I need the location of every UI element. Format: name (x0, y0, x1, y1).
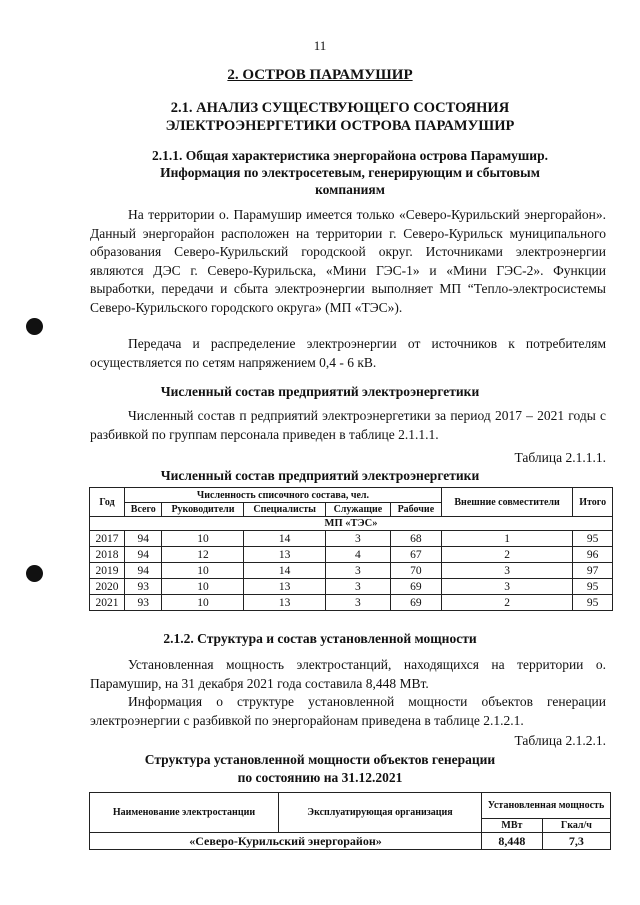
table1-label: Таблица 2.1.1.1. (514, 450, 606, 465)
col-operator: Эксплуатирующая организация (279, 793, 482, 833)
subsubsection-title (110, 147, 590, 198)
col-managers: Руководители (162, 503, 244, 517)
cell-managers: 10 (162, 595, 244, 611)
cell-external: 2 (441, 547, 573, 563)
cell-specialists: 14 (244, 531, 325, 547)
subsubsection-title-line-2: Информация по электросетевым, генерирующим и сбытовым (160, 165, 540, 180)
cell-all: 94 (125, 563, 162, 579)
table1-title: Численный состав предприятий электроэнергетики (160, 468, 480, 483)
col-plant-name: Наименование электростанции (90, 793, 279, 833)
company-row: МП «ТЭС» (90, 517, 613, 531)
region-name: «Северо-Курильский энергорайон» (90, 833, 482, 850)
paragraph-staff: Численный состав п редприятий электроэнергетики за период 2017 – 2021 годы с разбивкой по группам персонала приведен в таблице 2.1.1.1. (90, 408, 606, 442)
col-external: Внешние совместители (441, 488, 573, 517)
region-gcal: 7,3 (542, 833, 610, 850)
cell-workers: 70 (390, 563, 441, 579)
punch-hole (26, 565, 43, 582)
col-sum: Итого (573, 488, 613, 517)
cell-sum: 95 (573, 579, 613, 595)
cell-external: 1 (441, 531, 573, 547)
staff-heading: Численный состав предприятий электроэнергетики (160, 384, 480, 399)
table-row (90, 595, 613, 611)
cell-workers: 68 (390, 531, 441, 547)
subsection-title (90, 99, 590, 135)
paragraph-capacity: Установленная мощность электростанций, находящихся на территории о. Парамушир, на 31 декабря 2021 года составила 8,448 МВт. (90, 657, 606, 691)
cell-managers: 10 (162, 579, 244, 595)
paragraph-territory: На территории о. Парамушир имеется только «Северо-Курильский энергорайон». Данный энергорайон расположен на территории г. Северо-Курильск муниципального образования Северо-Курильский городскоой округ. Источниками электроэнергии являются ДЭС г. Северо-Курильска, «Мини ГЭС-1» и «Мини ГЭС-2». Функции выработки, передачи и сбыта электроэнергии выполняет МП “Тепло-электросистемы Северо-Курильского городского округа» (МП «ТЭС»). (90, 207, 606, 315)
region-mw: 8,448 (482, 833, 543, 850)
cell-managers: 10 (162, 531, 244, 547)
subsubsection-title-line-3: компаниям (315, 182, 385, 197)
subsubsection-title-line-1: 2.1.1. Общая характеристика энергорайона острова Парамушир. (152, 148, 548, 163)
cell-year: 2019 (90, 563, 125, 579)
cell-all: 93 (125, 595, 162, 611)
cell-year: 2020 (90, 579, 125, 595)
cell-workers: 69 (390, 595, 441, 611)
cell-all: 93 (125, 579, 162, 595)
cell-workers: 69 (390, 579, 441, 595)
cell-all: 94 (125, 547, 162, 563)
col-workers: Рабочие (390, 503, 441, 517)
table2-label: Таблица 2.1.2.1. (514, 733, 606, 748)
cell-sum: 96 (573, 547, 613, 563)
cell-managers: 10 (162, 563, 244, 579)
cell-employees: 3 (325, 579, 390, 595)
cell-employees: 3 (325, 595, 390, 611)
punch-hole (26, 318, 43, 335)
col-group: Численность списочного состава, чел. (125, 488, 442, 503)
cell-external: 2 (441, 595, 573, 611)
col-year: Год (90, 488, 125, 517)
table-row (90, 563, 613, 579)
table-row (90, 547, 613, 563)
paragraph-transmission: Передача и распределение электроэнергии от источников к потребителям осуществляется по сетям напряжением 0,4 - 6 кВ. (90, 336, 606, 370)
section-title: 2. ОСТРОВ ПАРАМУШИР (227, 67, 413, 83)
col-mw: МВт (482, 819, 543, 833)
capacity-table (89, 792, 611, 850)
capacity-heading: 2.1.2. Структура и состав установленной мощности (163, 631, 477, 646)
cell-specialists: 13 (244, 579, 325, 595)
cell-employees: 3 (325, 531, 390, 547)
cell-employees: 3 (325, 563, 390, 579)
subsection-title-line-1: 2.1. АНАЛИЗ СУЩЕСТВУЮЩЕГО СОСТОЯНИЯ (170, 100, 510, 116)
staff-table (89, 487, 613, 611)
table-row (90, 531, 613, 547)
table2-title-line-2: по состоянию на 31.12.2021 (237, 770, 403, 785)
paragraph-capacity-info: Информация о структуре установленной мощности объектов генерации электроэнергии с разбивкой по энергорайонам приведена в таблице 2.1.2.1. (90, 694, 606, 728)
col-specialists: Специалисты (244, 503, 325, 517)
cell-year: 2018 (90, 547, 125, 563)
cell-sum: 95 (573, 595, 613, 611)
subsection-title-line-2: ЭЛЕКТРОЭНЕРГЕТИКИ ОСТРОВА ПАРАМУШИР (165, 118, 515, 134)
cell-specialists: 13 (244, 595, 325, 611)
cell-workers: 67 (390, 547, 441, 563)
col-gcal: Гкал/ч (542, 819, 610, 833)
cell-sum: 97 (573, 563, 613, 579)
table-row (90, 833, 611, 850)
cell-year: 2017 (90, 531, 125, 547)
table2-title-line-1: Структура установленной мощности объектов генерации (144, 752, 496, 767)
col-total-all: Всего (125, 503, 162, 517)
cell-specialists: 14 (244, 563, 325, 579)
col-capacity: Установленная мощность (482, 793, 611, 819)
page-number: 11 (313, 38, 327, 53)
cell-specialists: 13 (244, 547, 325, 563)
cell-external: 3 (441, 579, 573, 595)
cell-year: 2021 (90, 595, 125, 611)
cell-all: 94 (125, 531, 162, 547)
table2-title (0, 751, 640, 787)
col-employees: Служащие (325, 503, 390, 517)
table-row (90, 579, 613, 595)
cell-managers: 12 (162, 547, 244, 563)
cell-external: 3 (441, 563, 573, 579)
cell-sum: 95 (573, 531, 613, 547)
cell-employees: 4 (325, 547, 390, 563)
